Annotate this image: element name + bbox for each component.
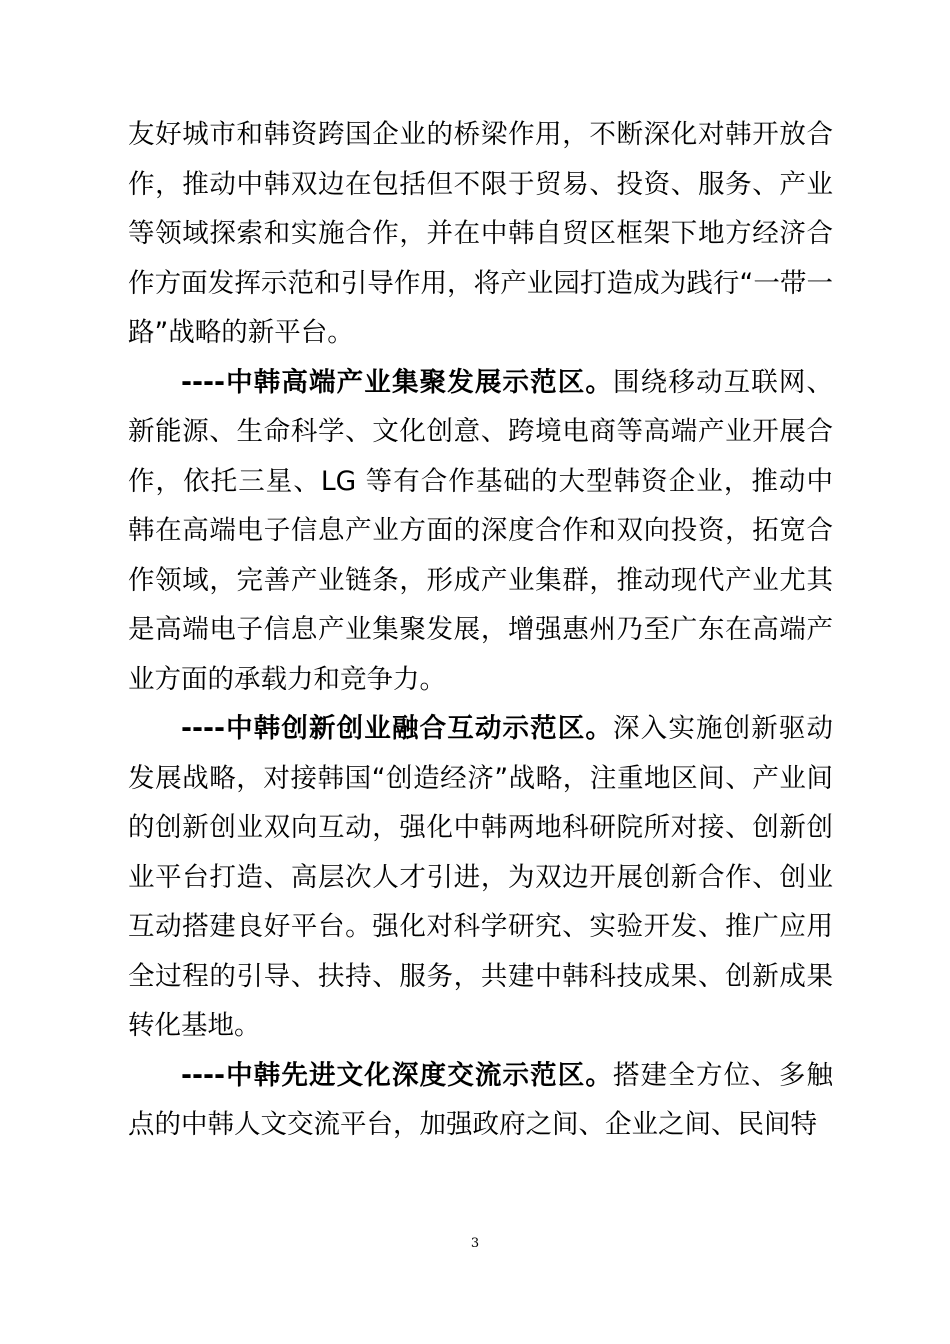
paragraph-text: 深入实施创新驱动发展战略，对接韩国“创造经济”战略，注重地区间、产业间的创新创业双向互动，强化中韩两地科研院所对接、创新创业平台打造、高层次人才引进，为双边开展创新合作、创业互动搭建良好平台。强化对科学研究、实验开发、推广应用全过程的引导、扶持、服务，共建中韩科技成果、创新成果转化基地。 xyxy=(128,713,834,1041)
paragraph-text: 搭建全方位、多触点的中韩人文交流平台，加强政府之间、企业之间、民间特 xyxy=(128,1059,834,1140)
section-heading: ----中韩高端产业集聚发展示范区。 xyxy=(181,366,614,398)
paragraph-text: 围绕移动互联网、新能源、生命科学、文化创意、跨境电商等高端产业开展合作，依托三星、LG 等有合作基础的大型韩资企业，推动中韩在高端电子信息产业方面的深度合作和双向投资，拓宽合作领域，完善产业链条，形成产业集群，推动现代产业尤其是高端电子信息产业集聚发展，增强惠州乃至广东在高端产业方面的承载力和竞争力。 xyxy=(128,366,834,695)
section-heading: ----中韩创新创业融合互动示范区。 xyxy=(181,713,614,744)
paragraph-text: 友好城市和韩资跨国企业的桥梁作用，不断深化对韩开放合作，推动中韩双边在包括但不限于贸易、投资、服务、产业等领域探索和实施合作，并在中韩自贸区框架下地方经济合作方面发挥示范和引导作用，将产业园打造成为践行“一带一路”战略的新平台。 xyxy=(128,119,833,348)
page-number: 3 xyxy=(470,1236,480,1251)
document-body xyxy=(128,110,833,1150)
section-heading: ----中韩先进文化深度交流示范区。 xyxy=(181,1059,614,1091)
paragraph-continuation xyxy=(128,110,833,358)
paragraph-culture xyxy=(128,1051,833,1150)
paragraph-high-end-industry xyxy=(128,358,833,705)
paragraph-innovation xyxy=(128,704,833,1051)
